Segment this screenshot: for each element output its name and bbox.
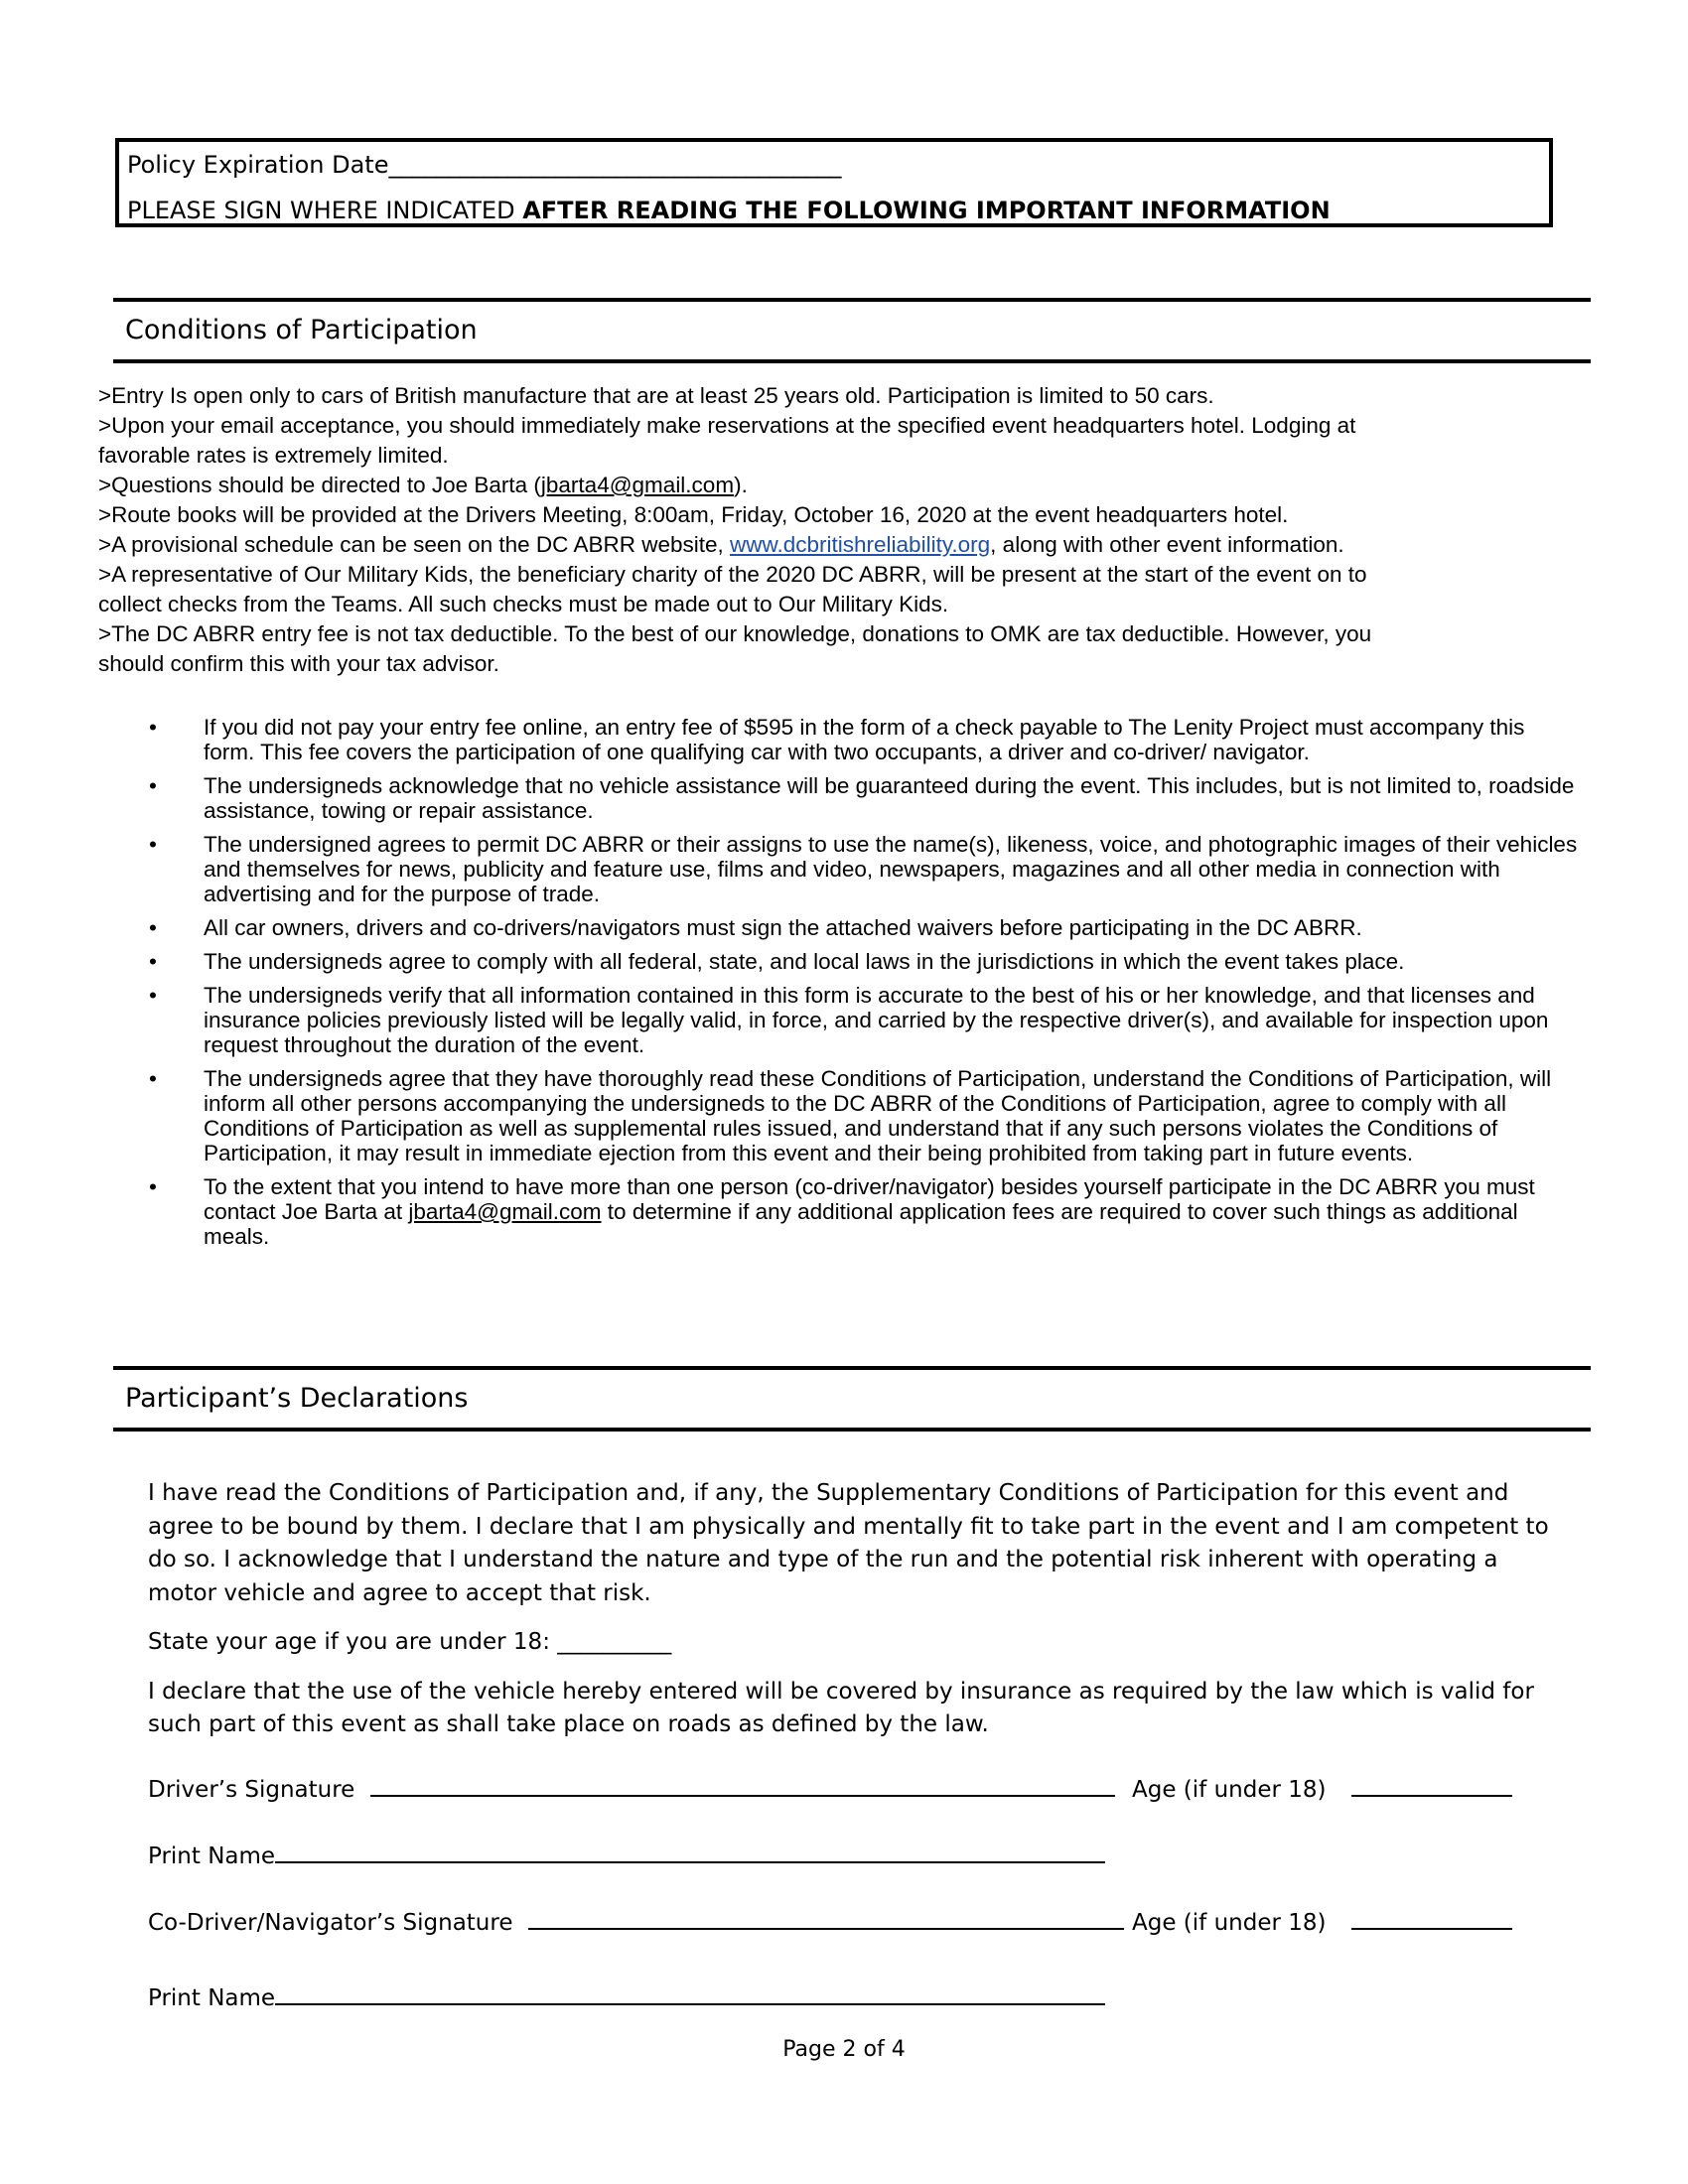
- bullet-dot: •: [149, 1066, 157, 1091]
- bullet-dot: •: [149, 915, 157, 940]
- bullet-text: The undersigneds agree that they have thoroughly read these Conditions of Participation, understand the Conditions of Participation, will inform all other persons accompanying the undersigneds to the DC ABRR of the Conditions of Participation, agree to comply with all Conditions of Participation as well as supplemental rules issued, and understand that if any such persons violates the Conditions of Participation, it may result in immediate ejection from this event and their being prohibited from taking part in future events.: [204, 1066, 1552, 1165]
- page-number: Page 2 of 4: [782, 2037, 906, 2062]
- condition-charity-1: >A representative of Our Military Kids, the beneficiary charity of the 2020 DC ABRR, will be present at the start of the event on to: [98, 562, 1367, 587]
- bullet-text: If you did not pay your entry fee online, an entry fee of $595 in the form of a check payable to The Lenity Project must accompany this form. This fee covers the participation of one qualifying car with two occupants, a driver and co-driver/ navigator.: [204, 715, 1525, 764]
- policy-expiration-label: Policy Expiration Date: [127, 151, 389, 179]
- bullet-text: The undersigneds verify that all information contained in this form is accurate to the best of his or her knowledge, and that licenses and insurance policies previously listed will be legally valid, in force, and carried by the respective driver(s), and available for inspection upon request throughout the duration of the event.: [204, 983, 1549, 1057]
- declarations-header: [113, 1366, 1591, 1432]
- bullet-text: The undersigneds acknowledge that no vehicle assistance will be guaranteed during the event. This includes, but is not limited to, roadside assistance, towing or repair assistance.: [204, 773, 1575, 823]
- condition-route-books: >Route books will be provided at the Drivers Meeting, 8:00am, Friday, October 16, 2020 at the event headquarters hotel.: [98, 502, 1289, 527]
- bullet-item: [149, 949, 1579, 974]
- conditions-title: Conditions of Participation: [125, 315, 478, 345]
- bullet-dot: •: [149, 983, 157, 1008]
- condition-lodging-1: >Upon your email acceptance, you should immediately make reservations at the specified event headquarters hotel. Lodging at: [98, 413, 1356, 438]
- bullet-item: [149, 832, 1579, 906]
- bullet-dot: •: [149, 832, 157, 857]
- conditions-paragraphs: [98, 381, 1588, 679]
- website-link[interactable]: www.dcbritishreliability.org: [730, 532, 991, 557]
- codriver-signature-line[interactable]: [528, 1908, 1124, 1930]
- bullet-text-end: to determine if any additional application fees are required to cover such things as additional meals.: [204, 1199, 1518, 1249]
- conditions-header: [113, 298, 1591, 363]
- bullet-text: The undersigned agrees to permit DC ABRR or their assigns to use the name(s), likeness, voice, and photographic images of their vehicles and themselves for news, publicity and feature use, films and video, newspapers, magazines and all other media in connection with advertising and for the purpose of trade.: [204, 832, 1578, 906]
- policy-expiration-blank[interactable]: ______________________________________: [388, 151, 842, 179]
- conditions-bullets: [149, 715, 1579, 1258]
- driver-signature-label: Driver’s Signature: [148, 1777, 355, 1803]
- declarations-body: [148, 1477, 1558, 1742]
- bullet-dot: •: [149, 773, 157, 798]
- declaration-paragraph-1: I have read the Conditions of Participation and, if any, the Supplementary Conditions of Participation for this event and agree to be bound by them. I declare that I am physically and mentally fit to take part in the event and I am competent to do so. I acknowledge that I understand the nature and type of the run and the potential risk inherent with operating a motor vehicle and agree to accept that risk.: [148, 1480, 1549, 1606]
- driver-print-name-line[interactable]: [275, 1842, 1105, 1863]
- driver-age-line[interactable]: [1351, 1775, 1512, 1797]
- codriver-signature-label: Co-Driver/Navigator’s Signature: [148, 1910, 513, 1936]
- codriver-signature-row: [148, 1908, 1124, 1936]
- codriver-print-name-label: Print Name: [148, 1985, 276, 2011]
- condition-lodging-2: favorable rates is extremely limited.: [98, 443, 449, 468]
- declaration-paragraph-2: I declare that the use of the vehicle hereby entered will be covered by insurance as required by the law which is valid for such part of this event as shall take place on roads as defined by the law.: [148, 1678, 1534, 1737]
- driver-age-field: [1132, 1775, 1512, 1803]
- sign-instruction-prefix: PLEASE SIGN WHERE INDICATED: [127, 197, 523, 224]
- age-prompt[interactable]: State your age if you are under 18: __________: [148, 1629, 672, 1655]
- condition-schedule: [98, 530, 1588, 560]
- questions-email-link[interactable]: jbarta4@gmail.com: [540, 473, 735, 497]
- bullet-dot: •: [149, 949, 157, 974]
- bullet-dot: •: [149, 1174, 157, 1199]
- codriver-age-field: [1132, 1908, 1512, 1936]
- bullet-text: All car owners, drivers and co-drivers/navigators must sign the attached waivers before participating in the DC ABRR.: [204, 915, 1362, 940]
- bullet-dot: •: [149, 715, 157, 740]
- bullet-item: [149, 1066, 1579, 1165]
- schedule-text: >A provisional schedule can be seen on the DC ABRR website,: [98, 532, 730, 557]
- codriver-age-line[interactable]: [1351, 1908, 1512, 1930]
- condition-entry: >Entry Is open only to cars of British manufacture that are at least 25 years old. Participation is limited to 50 cars.: [98, 383, 1214, 408]
- policy-box: [115, 138, 1553, 227]
- driver-signature-row: [148, 1775, 1115, 1803]
- driver-print-name-label: Print Name: [148, 1843, 276, 1869]
- condition-charity-2: collect checks from the Teams. All such checks must be made out to Our Military Kids.: [98, 592, 949, 616]
- schedule-text-end: , along with other event information.: [990, 532, 1344, 557]
- driver-print-name-row: [148, 1842, 1105, 1869]
- contact-email-link[interactable]: jbarta4@gmail.com: [408, 1199, 602, 1224]
- codriver-print-name-row: [148, 1983, 1105, 2011]
- bullet-item: [149, 773, 1579, 823]
- questions-text-end: ).: [734, 473, 748, 497]
- driver-age-label: Age (if under 18): [1132, 1777, 1327, 1803]
- questions-text: >Questions should be directed to Joe Barta (: [98, 473, 541, 497]
- bullet-text: To the extent that you intend to have more than one person (co-driver/navigator) besides yourself participate in the DC ABRR you must contact Joe Barta at: [204, 1174, 1535, 1224]
- declarations-title: Participant’s Declarations: [125, 1383, 469, 1414]
- codriver-age-label: Age (if under 18): [1132, 1910, 1327, 1936]
- policy-expiration-row: [127, 142, 1549, 188]
- bullet-item: [149, 915, 1579, 940]
- condition-questions: [98, 471, 1588, 500]
- driver-signature-line[interactable]: [370, 1775, 1115, 1797]
- bullet-item: [149, 715, 1579, 764]
- condition-tax-2: should confirm this with your tax advisor.: [98, 651, 499, 676]
- bullet-item: [149, 1174, 1579, 1249]
- bullet-text: The undersigneds agree to comply with all federal, state, and local laws in the jurisdictions in which the event takes place.: [204, 949, 1405, 974]
- condition-tax-1: >The DC ABRR entry fee is not tax deductible. To the best of our knowledge, donations to OMK are tax deductible. However, you: [98, 621, 1372, 646]
- sign-instruction-bold: AFTER READING THE FOLLOWING IMPORTANT INFORMATION: [522, 197, 1331, 224]
- bullet-item: [149, 983, 1579, 1057]
- codriver-print-name-line[interactable]: [275, 1983, 1105, 2005]
- sign-instruction: [127, 188, 1549, 233]
